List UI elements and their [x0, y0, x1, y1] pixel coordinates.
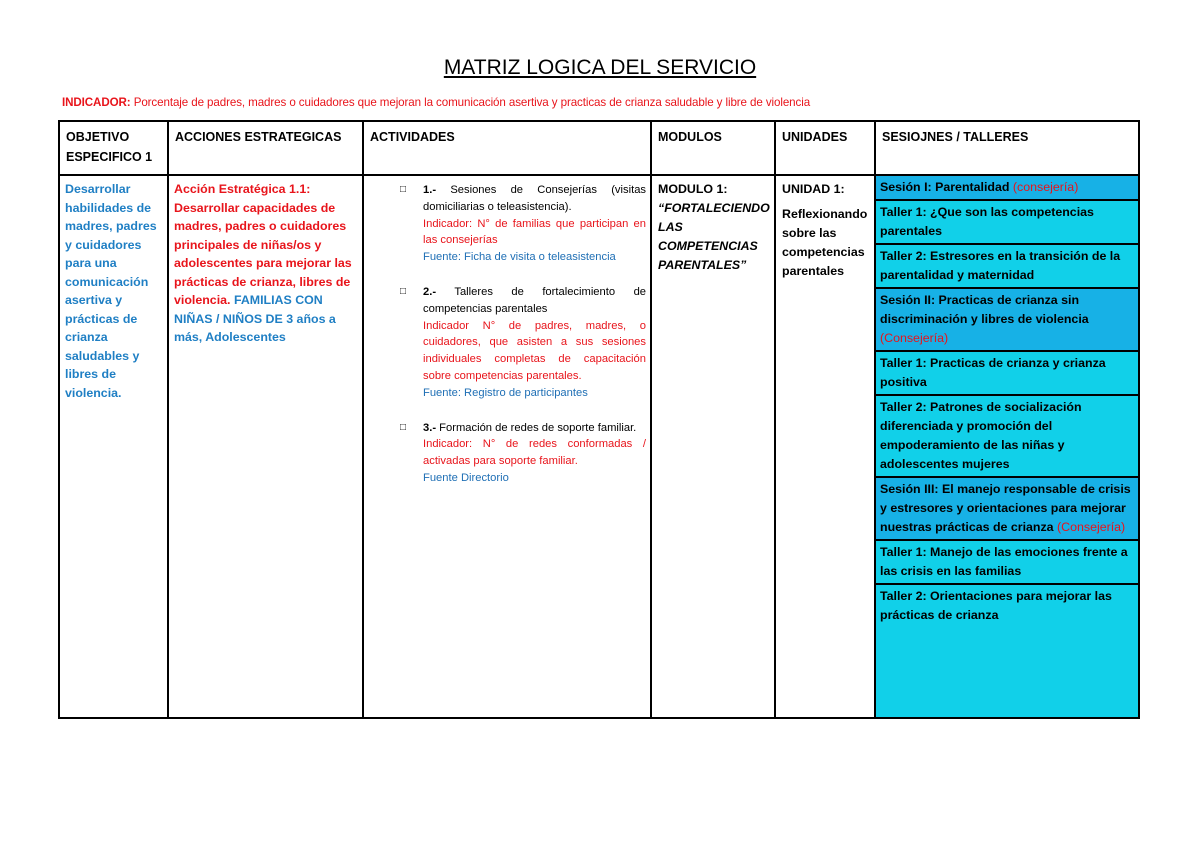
actividad-title: Formación de redes de soporte familiar. — [439, 421, 637, 434]
sesion-text: Sesión III: El manejo responsable de crisis y estresores y orientaciones para mejorar nuestras prácticas de crianza — [880, 482, 1131, 534]
actividad-title: Talleres de fortalecimiento de competencias parentales — [423, 285, 647, 315]
header-sesiones: SESIOJNES / TALLERES — [875, 121, 1139, 175]
sesion-item — [876, 289, 1138, 352]
accion-cell — [168, 175, 363, 718]
actividad-indicator: Indicador: N° de familias que participan en las consejerías — [423, 217, 646, 247]
sesion-item — [876, 176, 1138, 201]
sesion-text: Taller 1: ¿Que son las competencias parentales — [880, 205, 1094, 238]
actividad-indicator: Indicador N° de padres, madres, o cuidadores, que asisten a sus sesiones individuales completas de capacitación sobre competencias parentales. — [423, 319, 646, 382]
taller-item — [876, 585, 1138, 717]
actividad-source: Fuente: Registro de participantes — [423, 386, 588, 399]
logic-matrix-table — [58, 120, 1140, 719]
actividad-source: Fuente: Ficha de visita o teleasistencia — [423, 251, 616, 264]
checkbox-bullet-icon: □ — [400, 285, 407, 297]
sesion-text: Taller 1: Manejo de las emociones frente a las crisis en las familias — [880, 545, 1128, 578]
page-title: MATRIZ LOGICA DEL SERVICIO — [443, 56, 757, 79]
header-acciones: ACCIONES ESTRATEGICAS — [168, 121, 363, 175]
header-actividades: ACTIVIDADES — [363, 121, 651, 175]
consejeria-tag: (Consejería) — [1057, 520, 1126, 534]
actividad-number: 1.- — [423, 184, 437, 196]
actividades-cell — [363, 175, 651, 718]
indicator-label: INDICADOR: — [62, 96, 131, 109]
sesion-text: Sesión I: Parentalidad — [880, 180, 1010, 194]
actividad-source: Fuente Directorio — [423, 471, 509, 484]
taller-item — [876, 352, 1138, 396]
objetivo-cell — [59, 175, 168, 718]
sesiones-list — [876, 176, 1138, 717]
sesion-text: Taller 1: Practicas de crianza y crianza positiva — [880, 356, 1106, 389]
sesion-text: Taller 2: Patrones de socialización diferenciada y promoción del empoderamiento de las niñas y adolescentes mujeres — [880, 400, 1082, 471]
checkbox-bullet-icon: □ — [400, 421, 407, 433]
accion-text: Desarrollar capacidades de madres, padres o cuidadores principales de niñas/os y adolescentes para mejorar las prácticas de crianza, libres de violencia. — [174, 200, 352, 307]
unidad-name: Reflexionando sobre las competencias parentales — [782, 207, 868, 278]
content-row — [59, 175, 1139, 718]
taller-item — [876, 201, 1138, 245]
header-unidades: UNIDADES — [775, 121, 875, 175]
objetivo-text: Desarrollar habilidades de madres, padres y cuidadores para una comunicación asertiva y prácticas de crianza saludables y libres de violencia. — [65, 182, 157, 400]
unidad-title: UNIDAD 1: — [782, 182, 845, 196]
actividad-title: Sesiones de Consejerías (visitas domiciliarias o teleasistencia). — [423, 184, 647, 213]
sesiones-cell — [875, 175, 1139, 718]
modulo-title: MODULO 1: — [658, 182, 728, 196]
actividades-list — [364, 176, 650, 487]
unidad-cell — [775, 175, 875, 718]
actividad-item — [400, 284, 646, 402]
taller-item — [876, 396, 1138, 478]
indicator-line — [62, 96, 810, 109]
sesion-text: Taller 2: Estresores en la transición de la parentalidad y maternidad — [880, 249, 1121, 282]
actividad-item — [400, 420, 646, 487]
accion-target: FAMILIAS CON NIÑAS / NIÑOS DE 3 años a más, Adolescentes — [174, 293, 336, 344]
actividad-indicator: Indicador: N° de redes conformadas / activadas para soporte familiar. — [423, 438, 646, 468]
actividad-number: 3.- — [423, 421, 437, 434]
accion-title: Acción Estratégica 1.1: — [174, 182, 311, 196]
header-objetivo: OBJETIVO ESPECIFICO 1 — [59, 121, 168, 175]
actividad-number: 2.- — [423, 285, 437, 298]
taller-item — [876, 245, 1138, 289]
sesion-item — [876, 478, 1138, 541]
header-row — [59, 121, 1139, 175]
sesion-text: Taller 2: Orientaciones para mejorar las prácticas de crianza — [880, 589, 1112, 622]
checkbox-bullet-icon: □ — [400, 184, 407, 195]
consejeria-tag: (Consejería) — [880, 331, 949, 345]
sesion-text: Sesión II: Practicas de crianza sin discriminación y libres de violencia — [880, 293, 1089, 326]
actividad-item — [400, 182, 646, 266]
consejeria-tag: (consejería) — [1012, 180, 1079, 194]
modulo-cell — [651, 175, 775, 718]
modulo-name: “FORTALECIENDO LAS COMPETENCIAS PARENTALES” — [658, 201, 770, 272]
indicator-text: Porcentaje de padres, madres o cuidadores que mejoran la comunicación asertiva y practicas de crianza saludable y libre de violencia — [133, 96, 811, 109]
taller-item — [876, 541, 1138, 585]
header-modulos: MODULOS — [651, 121, 775, 175]
